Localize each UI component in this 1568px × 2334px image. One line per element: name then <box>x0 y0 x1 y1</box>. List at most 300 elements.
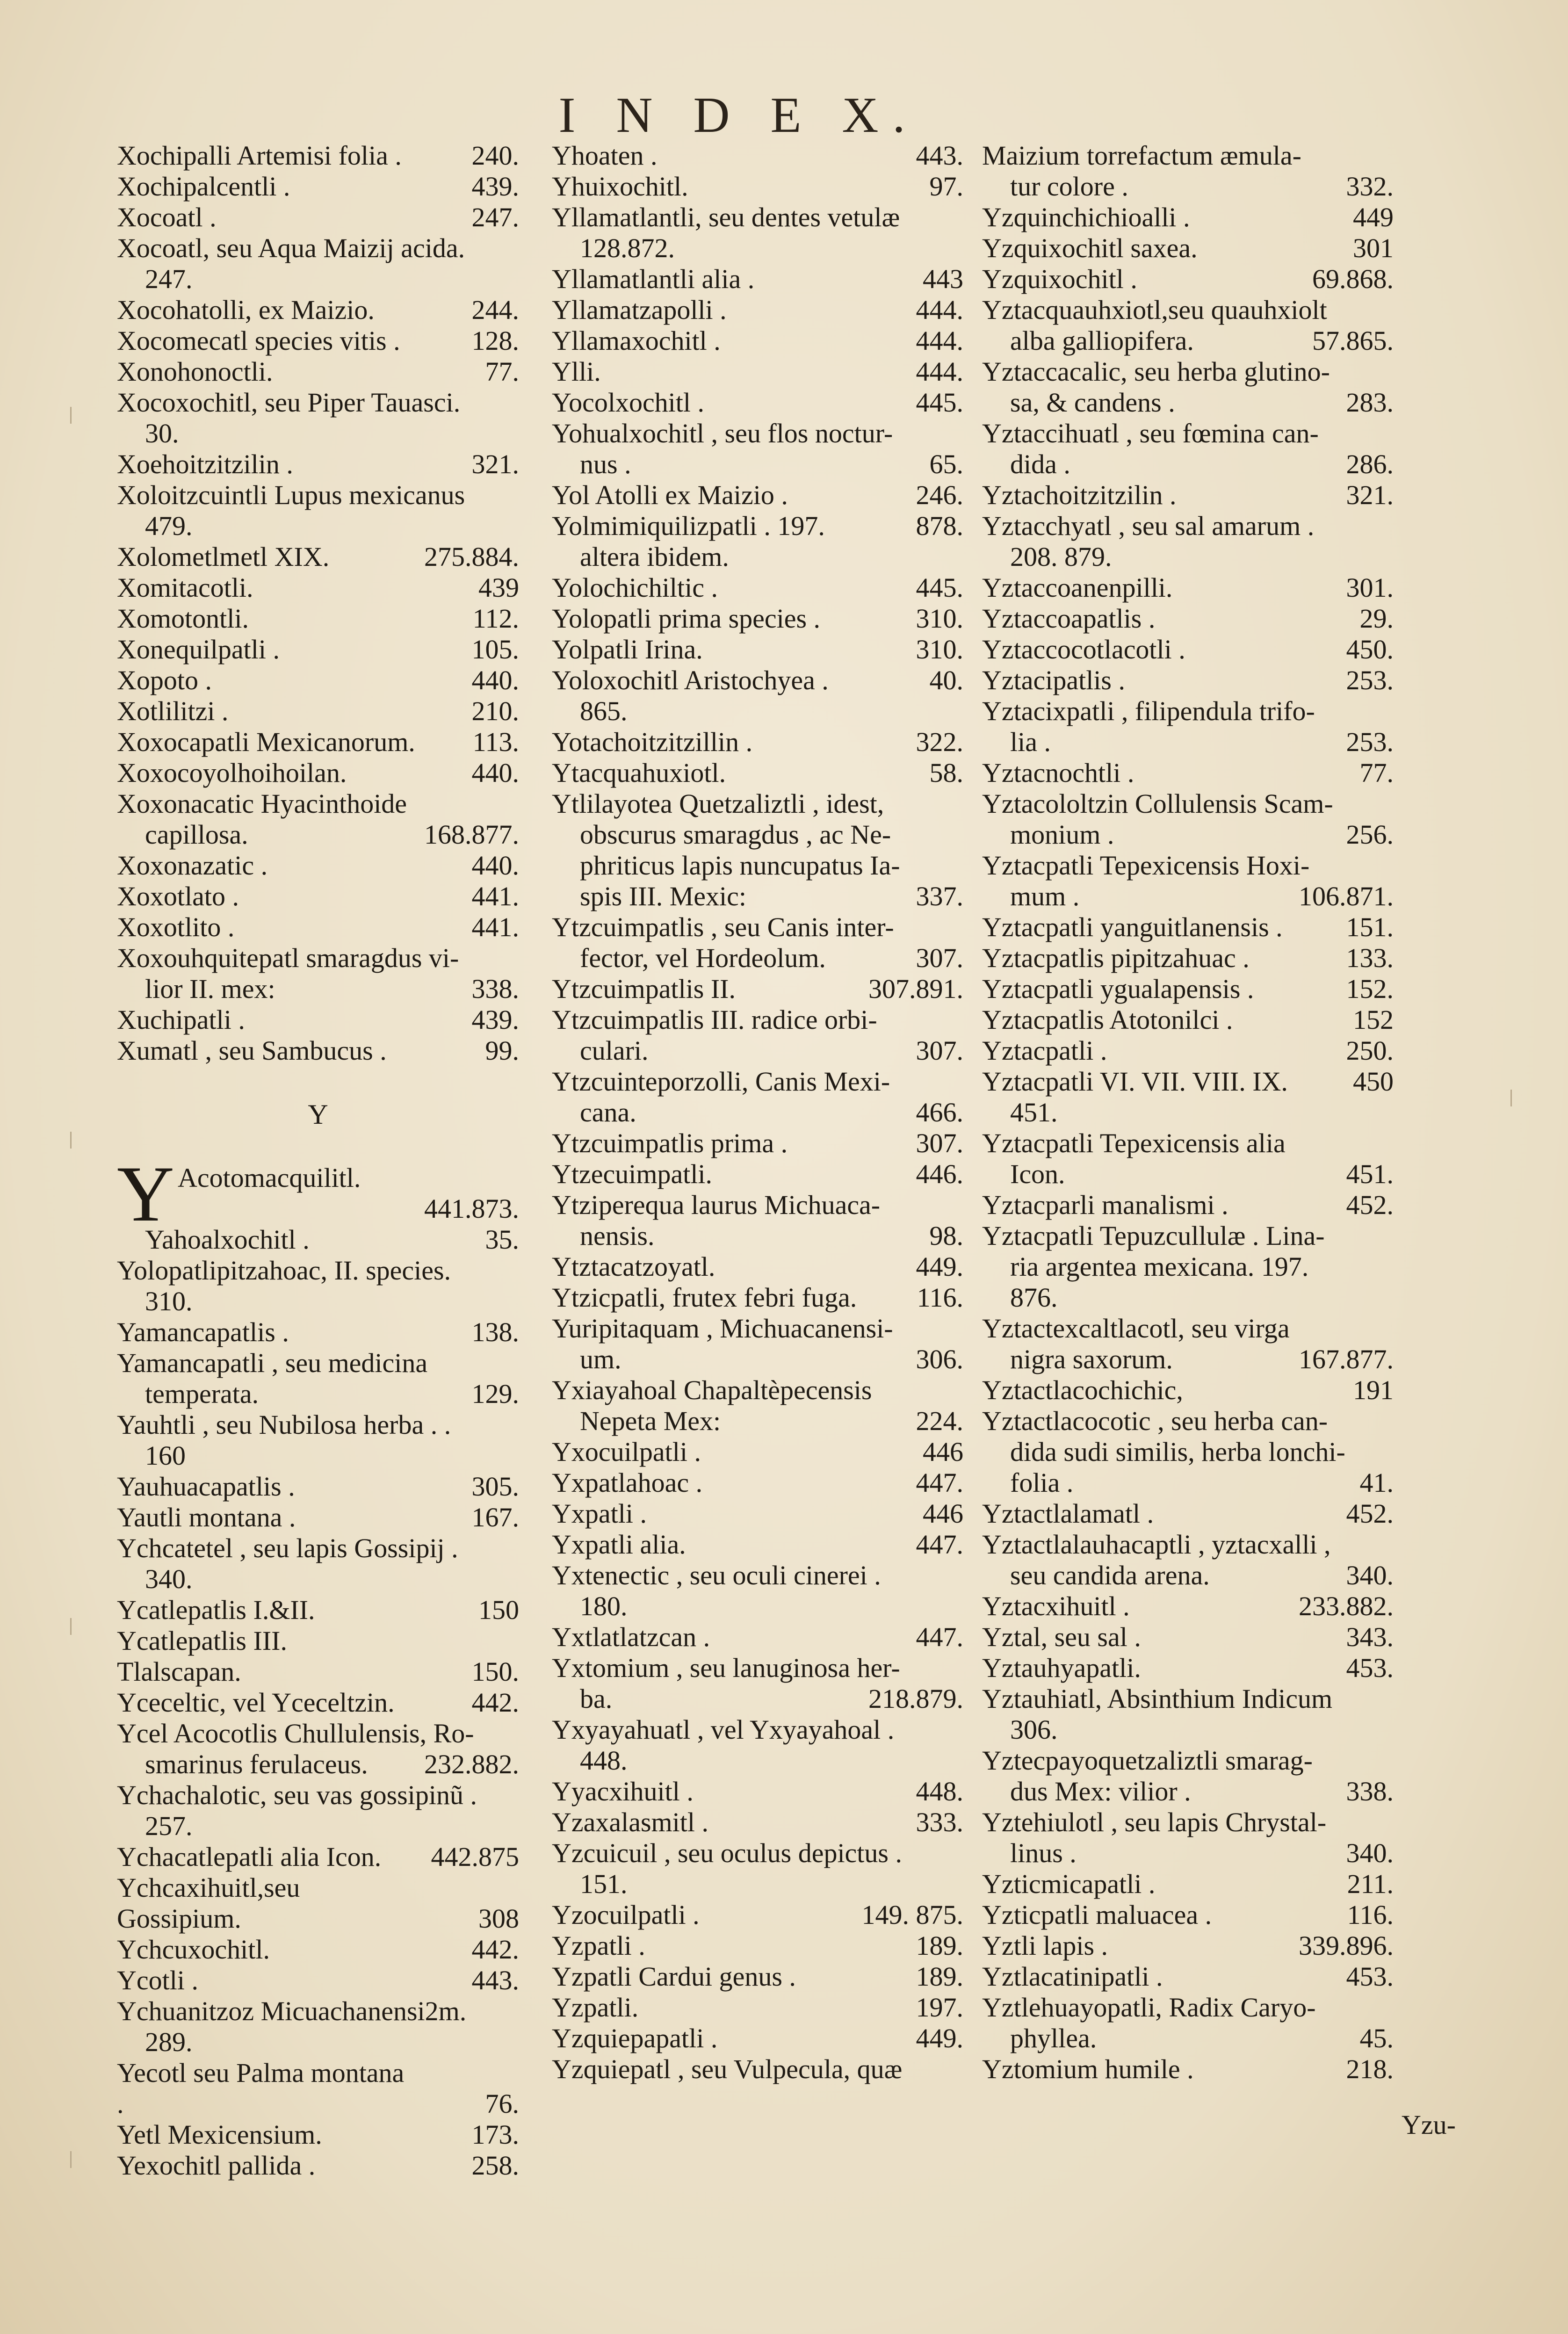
entry-page-number: 77. <box>485 356 519 387</box>
entry-text: Yzaxalasmitl . <box>552 1807 709 1837</box>
entry-text: Yxtenectic , seu oculi cinerei . <box>552 1560 881 1590</box>
index-entry <box>552 1375 963 1406</box>
entry-page-number: 333. <box>916 1807 963 1837</box>
index-entry-continuation <box>982 881 1394 912</box>
index-entry <box>117 1035 519 1066</box>
index-entry <box>982 1653 1394 1684</box>
entry-text: Xonequilpatli . <box>117 634 280 665</box>
entry-text: phyllea. <box>1010 2023 1097 2053</box>
index-entry <box>552 1714 963 1745</box>
entry-text: Ytlilayotea Quetzaliztli , idest, <box>552 788 884 819</box>
entry-text: Yllamatzapolli . <box>552 295 727 325</box>
index-entry <box>982 1190 1394 1221</box>
entry-page-number: 321. <box>471 449 519 479</box>
entry-text: 160 <box>145 1440 186 1471</box>
index-entry <box>552 1807 963 1838</box>
index-entry <box>552 387 963 418</box>
entry-text: Yztaccacalic, seu herba glutino- <box>982 356 1330 387</box>
entry-text: Ycotli . <box>117 1965 198 1995</box>
entry-page-number: 444. <box>916 325 963 356</box>
entry-page-number: 446 <box>923 1437 963 1467</box>
entry-page-number: 112. <box>472 603 519 634</box>
entry-page-number: 253. <box>1346 665 1394 695</box>
index-entry <box>552 1961 963 1992</box>
entry-text: obscurus smaragdus , ac Ne- <box>580 819 891 850</box>
index-entry <box>117 1255 519 1286</box>
index-entry-continuation <box>982 2023 1394 2054</box>
entry-page-number: 332. <box>1346 171 1394 202</box>
entry-text: Ytzcuimpatlis III. radice orbi- <box>552 1004 877 1035</box>
entry-page-number: 322. <box>916 727 963 757</box>
entry-page-number: 446. <box>916 1159 963 1189</box>
index-entry <box>552 1529 963 1560</box>
index-entry-continuation <box>117 819 519 850</box>
entry-text: lia . <box>1010 727 1051 757</box>
index-entry <box>117 696 519 727</box>
index-entry <box>117 1409 519 1440</box>
entry-text: Yztacixpatli , filipendula trifo- <box>982 696 1315 726</box>
index-entry <box>982 634 1394 665</box>
entry-page-number: 445. <box>916 572 963 603</box>
entry-text: 310. <box>145 1286 193 1316</box>
index-column-3 <box>982 140 1394 2085</box>
index-entry <box>552 1190 963 1221</box>
entry-page-number: 57.865. <box>1312 325 1394 356</box>
entry-text: Ytzicpatli, frutex febri fuga. <box>552 1282 857 1313</box>
entry-text: Yztacpatli Tepexicensis alia <box>982 1128 1286 1158</box>
index-entry <box>117 1780 519 1811</box>
catchword: Yzu- <box>1402 2110 1456 2140</box>
entry-page-number: 310. <box>916 603 963 634</box>
entry-text: Yztachoitzitzilin . <box>982 480 1177 510</box>
entry-page-number: 307. <box>916 1128 963 1158</box>
index-entry-continuation <box>117 1440 519 1471</box>
index-entry <box>982 974 1394 1004</box>
entry-text: Yotachoitzitzillin . <box>552 727 753 757</box>
entry-page-number: 447. <box>916 1622 963 1652</box>
index-entry <box>982 1313 1394 1344</box>
entry-text: Yztacpatlis Atotonilci . <box>982 1004 1233 1035</box>
entry-text: Ychacatlepatli alia Icon. <box>117 1842 382 1872</box>
entry-page-number: 343. <box>1346 1622 1394 1652</box>
entry-text: Yztacpatli ygualapensis . <box>982 974 1254 1004</box>
entry-text: ba. <box>580 1684 613 1714</box>
entry-text: Ycatlepatlis I.&II. <box>117 1595 315 1625</box>
entry-text: Xumatl , seu Sambucus . <box>117 1035 387 1066</box>
index-entry <box>117 758 519 788</box>
entry-text: Ychcatetel , seu lapis Gossipij . <box>117 1533 458 1563</box>
index-entry-continuation <box>982 1437 1394 1467</box>
entry-text: Ycel Acocotlis Chullulensis, Ro- <box>117 1718 474 1749</box>
entry-page-number: 233.882. <box>1299 1591 1394 1621</box>
entry-page-number: 149. 875. <box>861 1900 963 1930</box>
index-entry <box>982 480 1394 511</box>
entry-text: Xuchipatli . <box>117 1004 245 1035</box>
entry-text: Yztauhyapatli. <box>982 1653 1141 1683</box>
entry-page-number: 138. <box>471 1317 519 1347</box>
entry-text: temperata. <box>145 1379 259 1409</box>
index-entry <box>982 603 1394 634</box>
entry-text: Ytzcuimpatlis II. <box>552 974 736 1004</box>
entry-page-number: 58. <box>929 758 963 788</box>
entry-page-number: 450 <box>1353 1066 1394 1097</box>
entry-text: dida sudi similis, herba lonchi- <box>1010 1437 1345 1467</box>
entry-text: Yztomium humile . <box>982 2054 1194 2084</box>
entry-text: dus Mex: vilior . <box>1010 1776 1191 1807</box>
margin-mark <box>1510 1090 1512 1106</box>
index-entry-continuation <box>552 1591 963 1622</box>
entry-text: Yztactlacocotic , seu herba can- <box>982 1406 1328 1436</box>
index-entry-continuation <box>117 418 519 449</box>
index-entry <box>117 356 519 387</box>
entry-text: Yxpatli alia. <box>552 1529 686 1560</box>
entry-page-number: 211. <box>1347 1869 1394 1899</box>
entry-text: Xocoxochitl, seu Piper Tauasci. <box>117 387 461 418</box>
index-entry <box>552 1282 963 1313</box>
entry-page-number: 173. <box>471 2119 519 2150</box>
entry-page-number: 321. <box>1346 480 1394 510</box>
index-entry <box>982 1004 1394 1035</box>
index-entry <box>552 572 963 603</box>
entry-text: tur colore . <box>1010 171 1128 202</box>
index-entry <box>552 1930 963 1961</box>
entry-page-number: 105. <box>471 634 519 665</box>
entry-page-number: 77. <box>1359 758 1394 788</box>
index-entry-continuation <box>552 850 963 881</box>
entry-text: Yztaccihuatl , seu fœmina can- <box>982 418 1319 448</box>
entry-page-number: 444. <box>916 356 963 387</box>
entry-text: Ychuanitzoz Micuachanensi2m. <box>117 1996 467 2026</box>
index-entry <box>117 171 519 202</box>
index-entry <box>982 1035 1394 1066</box>
index-entry-continuation <box>552 1869 963 1900</box>
margin-mark <box>70 1132 72 1149</box>
entry-page-number: 878. <box>916 511 963 541</box>
entry-text: Yztacparli manalismi . <box>982 1190 1228 1220</box>
index-entry <box>117 665 519 696</box>
entry-page-number: 244. <box>471 295 519 325</box>
entry-text: Xoxouhquitepatl smaragdus vi- <box>117 943 459 973</box>
entry-text: Yztacipatlis . <box>982 665 1126 695</box>
entry-page-number: 340. <box>1346 1838 1394 1868</box>
entry-text: Yztacpatli VI. VII. VIII. IX. <box>982 1066 1288 1097</box>
entry-page-number: 453. <box>1346 1961 1394 1992</box>
entry-text: Xolometlmetl XIX. <box>117 542 330 572</box>
entry-page-number: 116. <box>1347 1900 1394 1930</box>
index-entry-continuation <box>117 1224 519 1255</box>
entry-text: Yexochitl pallida . <box>117 2150 316 2181</box>
index-entry <box>552 1128 963 1159</box>
entry-text: Xocohatolli, ex Maizio. <box>117 295 375 325</box>
entry-text: Xoloitzcuintli Lupus mexicanus <box>117 480 465 510</box>
entry-text: Yol Atolli ex Maizio . <box>552 480 788 510</box>
entry-text: Yetl Mexicensium. <box>117 2119 322 2150</box>
entry-page-number: 106.871. <box>1299 881 1394 911</box>
index-entry <box>117 881 519 912</box>
index-entry <box>982 850 1394 881</box>
entry-text: capillosa. <box>145 819 248 850</box>
index-entry <box>117 233 519 264</box>
entry-text: 30. <box>145 418 179 448</box>
index-entry-continuation <box>117 511 519 542</box>
entry-text: Yztactlacochichic, <box>982 1375 1183 1405</box>
entry-text: Yztli lapis . <box>982 1930 1108 1961</box>
entry-page-number: 210. <box>471 696 519 726</box>
index-entry <box>982 511 1394 542</box>
entry-text: Yamancapatlis . <box>117 1317 289 1347</box>
entry-page-number: 448. <box>916 1776 963 1807</box>
entry-text: 451. <box>1010 1097 1058 1127</box>
index-entry <box>982 1745 1394 1776</box>
index-entry <box>117 1004 519 1035</box>
entry-page-number: 258. <box>471 2150 519 2181</box>
entry-page-number: 446 <box>923 1498 963 1529</box>
entry-page-number: 253. <box>1346 727 1394 757</box>
index-entry-continuation <box>982 1097 1394 1128</box>
entry-page-number: 167.877. <box>1299 1344 1394 1374</box>
index-entry <box>552 2054 963 2085</box>
entry-text: Yauhtli , seu Nubilosa herba . . <box>117 1409 451 1440</box>
entry-page-number: 246. <box>916 480 963 510</box>
index-entry <box>552 1622 963 1653</box>
index-entry <box>552 264 963 295</box>
index-entry <box>117 387 519 418</box>
entry-page-number: 218. <box>1346 2054 1394 2084</box>
entry-page-number: 301 <box>1353 233 1394 263</box>
entry-text: Yztacpatlis pipitzahuac . <box>982 943 1250 973</box>
entry-text: Yoloxochitl Aristochyea . <box>552 665 829 695</box>
index-entry <box>117 1718 519 1749</box>
entry-page-number: 444. <box>916 295 963 325</box>
entry-text: dida . <box>1010 449 1070 479</box>
entry-page-number: 99. <box>485 1035 519 1066</box>
entry-page-number: 443. <box>471 1965 519 1995</box>
entry-text: Yztacchyatl , seu sal amarum . <box>982 511 1315 541</box>
index-entry-continuation <box>552 1221 963 1251</box>
index-entry <box>117 1471 519 1502</box>
entry-text: Yecotl seu Palma montana . <box>117 2058 405 2119</box>
index-entry <box>552 1004 963 1035</box>
entry-text: nensis. <box>580 1221 655 1251</box>
index-entry-continuation <box>552 233 963 264</box>
index-entry-continuation <box>982 727 1394 758</box>
entry-page-number: 301. <box>1346 572 1394 603</box>
entry-page-number: 307. <box>916 943 963 973</box>
entry-text: Ytztacatzoyatl. <box>552 1251 715 1282</box>
entry-page-number: 152 <box>1353 1004 1394 1035</box>
index-entry-continuation <box>552 1684 963 1714</box>
index-entry <box>552 1159 963 1190</box>
entry-text: Yolpatli Irina. <box>552 634 703 665</box>
entry-text: Yautli montana . <box>117 1502 296 1532</box>
index-entry <box>982 418 1394 449</box>
entry-page-number: 449 <box>1353 202 1394 232</box>
entry-page-number: 447. <box>916 1529 963 1560</box>
index-entry <box>552 356 963 387</box>
entry-text: folia . <box>1010 1467 1074 1498</box>
index-entry <box>117 449 519 480</box>
entry-text: Yolopatli prima species . <box>552 603 821 634</box>
index-entry <box>552 1251 963 1282</box>
entry-text: Yztacpatli Tepuzcullulæ . Lina- <box>982 1221 1325 1251</box>
entry-text: Yztaccoapatlis . <box>982 603 1156 634</box>
index-entry-continuation <box>117 1286 519 1317</box>
index-entry-continuation <box>552 1035 963 1066</box>
index-entry <box>982 233 1394 264</box>
entry-text: Yztacnochtli . <box>982 758 1134 788</box>
entry-text: Yztactlalamatl . <box>982 1498 1154 1529</box>
index-entry-continuation <box>117 2027 519 2058</box>
index-entry <box>552 1992 963 2023</box>
entry-text: 208. 879. <box>1010 542 1112 572</box>
index-entry <box>982 665 1394 696</box>
entry-text: seu candida arena. <box>1010 1560 1210 1590</box>
index-entry <box>117 634 519 665</box>
entry-text: Icon. <box>1010 1159 1065 1189</box>
entry-page-number: 440. <box>471 665 519 695</box>
entry-text: Yzquixochitl saxea. <box>982 233 1198 263</box>
entry-text: Yolochichiltic . <box>552 572 718 603</box>
index-entry <box>552 603 963 634</box>
index-entry <box>552 727 963 758</box>
index-entry <box>982 1529 1394 1560</box>
entry-page-number: 45. <box>1359 2023 1394 2053</box>
index-entry <box>117 2150 519 2181</box>
index-entry <box>982 1375 1394 1406</box>
index-entry <box>552 295 963 325</box>
entry-text: Yxpatli . <box>552 1498 647 1529</box>
index-entry <box>117 2058 519 2119</box>
index-entry <box>117 480 519 511</box>
entry-text: Ytzecuimpatli. <box>552 1159 713 1189</box>
entry-text: Yamancapatli , seu medicina <box>117 1348 428 1378</box>
index-entry <box>982 1406 1394 1437</box>
entry-text: 247. <box>145 264 193 294</box>
entry-text: cana. <box>580 1097 636 1127</box>
entry-text: Ytzcuinteporzolli, Canis Mexi- <box>552 1066 890 1097</box>
entry-page-number: 445. <box>916 387 963 418</box>
margin-mark <box>70 407 72 424</box>
entry-page-number: 224. <box>916 1406 963 1436</box>
entry-text: Xopoto . <box>117 665 212 695</box>
entry-text: linus . <box>1010 1838 1077 1868</box>
index-entry <box>117 572 519 603</box>
margin-mark <box>70 1618 72 1635</box>
index-entry <box>552 665 963 696</box>
entry-page-number: 41. <box>1359 1467 1394 1498</box>
entry-text: Yolmimiquilizpatli . 197. <box>552 511 825 541</box>
entry-text: smarinus ferulaceus. <box>145 1749 368 1779</box>
index-entry <box>552 1066 963 1097</box>
entry-text: Yolopatlipitzahoac, II. species. <box>117 1255 451 1286</box>
entry-text: 865. <box>580 696 628 726</box>
entry-text: Xoxonazatic . <box>117 850 268 881</box>
index-entry <box>982 356 1394 387</box>
index-entry <box>552 140 963 171</box>
entry-page-number: 168.877. <box>424 819 519 850</box>
entry-text: Yztacquauhxiotl,seu quauhxiolt <box>982 295 1327 325</box>
index-entry <box>982 1128 1394 1159</box>
index-entry <box>117 1533 519 1564</box>
index-entry <box>552 758 963 788</box>
entry-page-number: 189. <box>916 1930 963 1961</box>
entry-page-number: 442.875 <box>431 1842 519 1872</box>
index-entry-continuation <box>552 1097 963 1128</box>
index-entry-continuation <box>117 1379 519 1409</box>
entry-text: monium . <box>1010 819 1114 850</box>
entry-text: Yztaccoanenpilli. <box>982 572 1173 603</box>
index-entry <box>552 480 963 511</box>
entry-text: Xoxocoyolhoihoilan. <box>117 758 347 788</box>
entry-page-number: 442. <box>471 1934 519 1965</box>
entry-text: Yztacpatli Tepexicensis Hoxi- <box>982 850 1310 881</box>
section-letter: Y <box>308 1099 328 1130</box>
index-entry-continuation <box>982 1838 1394 1869</box>
entry-page-number: 337. <box>916 881 963 911</box>
entry-page-number: 197. <box>916 1992 963 2023</box>
index-entry <box>117 2119 519 2150</box>
entry-page-number: 439. <box>471 1004 519 1035</box>
entry-text: sa, & candens . <box>1010 387 1175 418</box>
entry-page-number: 129. <box>471 1379 519 1409</box>
index-entry <box>552 1313 963 1344</box>
index-entry <box>117 325 519 356</box>
entry-text: Yzocuilpatli . <box>552 1900 700 1930</box>
index-entry <box>982 1807 1394 1838</box>
entry-text: 180. <box>580 1591 628 1621</box>
entry-page-number: 133. <box>1346 943 1394 973</box>
index-entry <box>117 943 519 974</box>
index-column-2 <box>552 140 963 2085</box>
index-entry <box>117 603 519 634</box>
entry-text: Ytziperequa laurus Michuaca- <box>552 1190 881 1220</box>
index-entry <box>117 850 519 881</box>
index-entry <box>117 140 519 171</box>
entry-page-number: 442. <box>471 1687 519 1718</box>
index-entry <box>552 634 963 665</box>
entry-page-number: 98. <box>929 1221 963 1251</box>
entry-text: Xoxotlito . <box>117 912 235 942</box>
index-entry <box>552 1776 963 1807</box>
index-entry-continuation <box>552 819 963 850</box>
index-entry <box>982 264 1394 295</box>
entry-page-number: 250. <box>1346 1035 1394 1066</box>
index-entry-continuation <box>117 974 519 1004</box>
index-entry-continuation <box>117 1564 519 1595</box>
index-entry-continuation <box>982 387 1394 418</box>
index-entry <box>982 912 1394 943</box>
index-entry <box>117 1872 519 1934</box>
index-entry-continuation <box>552 881 963 912</box>
index-entry-continuation <box>552 1745 963 1776</box>
entry-text: ria argentea mexicana. 197. <box>1010 1251 1309 1282</box>
index-entry <box>552 325 963 356</box>
entry-page-number: 29. <box>1359 603 1394 634</box>
entry-text: Yztehiulotl , seu lapis Chrystal- <box>982 1807 1327 1837</box>
entry-text: Yxpatlahoac . <box>552 1467 703 1498</box>
entry-text: altera ibidem. <box>580 542 729 572</box>
index-entry <box>552 1560 963 1591</box>
entry-page-number: 275.884. <box>424 542 519 572</box>
entry-page-number: 307. <box>916 1035 963 1066</box>
entry-page-number: 151. <box>1346 912 1394 942</box>
entry-text: culari. <box>580 1035 649 1066</box>
index-entry <box>117 1842 519 1872</box>
index-entry-continuation <box>982 542 1394 572</box>
entry-text: Yztacpatli yanguitlanensis . <box>982 912 1283 942</box>
entry-text: Xomitacotli. <box>117 572 253 603</box>
index-entry <box>982 2054 1394 2085</box>
